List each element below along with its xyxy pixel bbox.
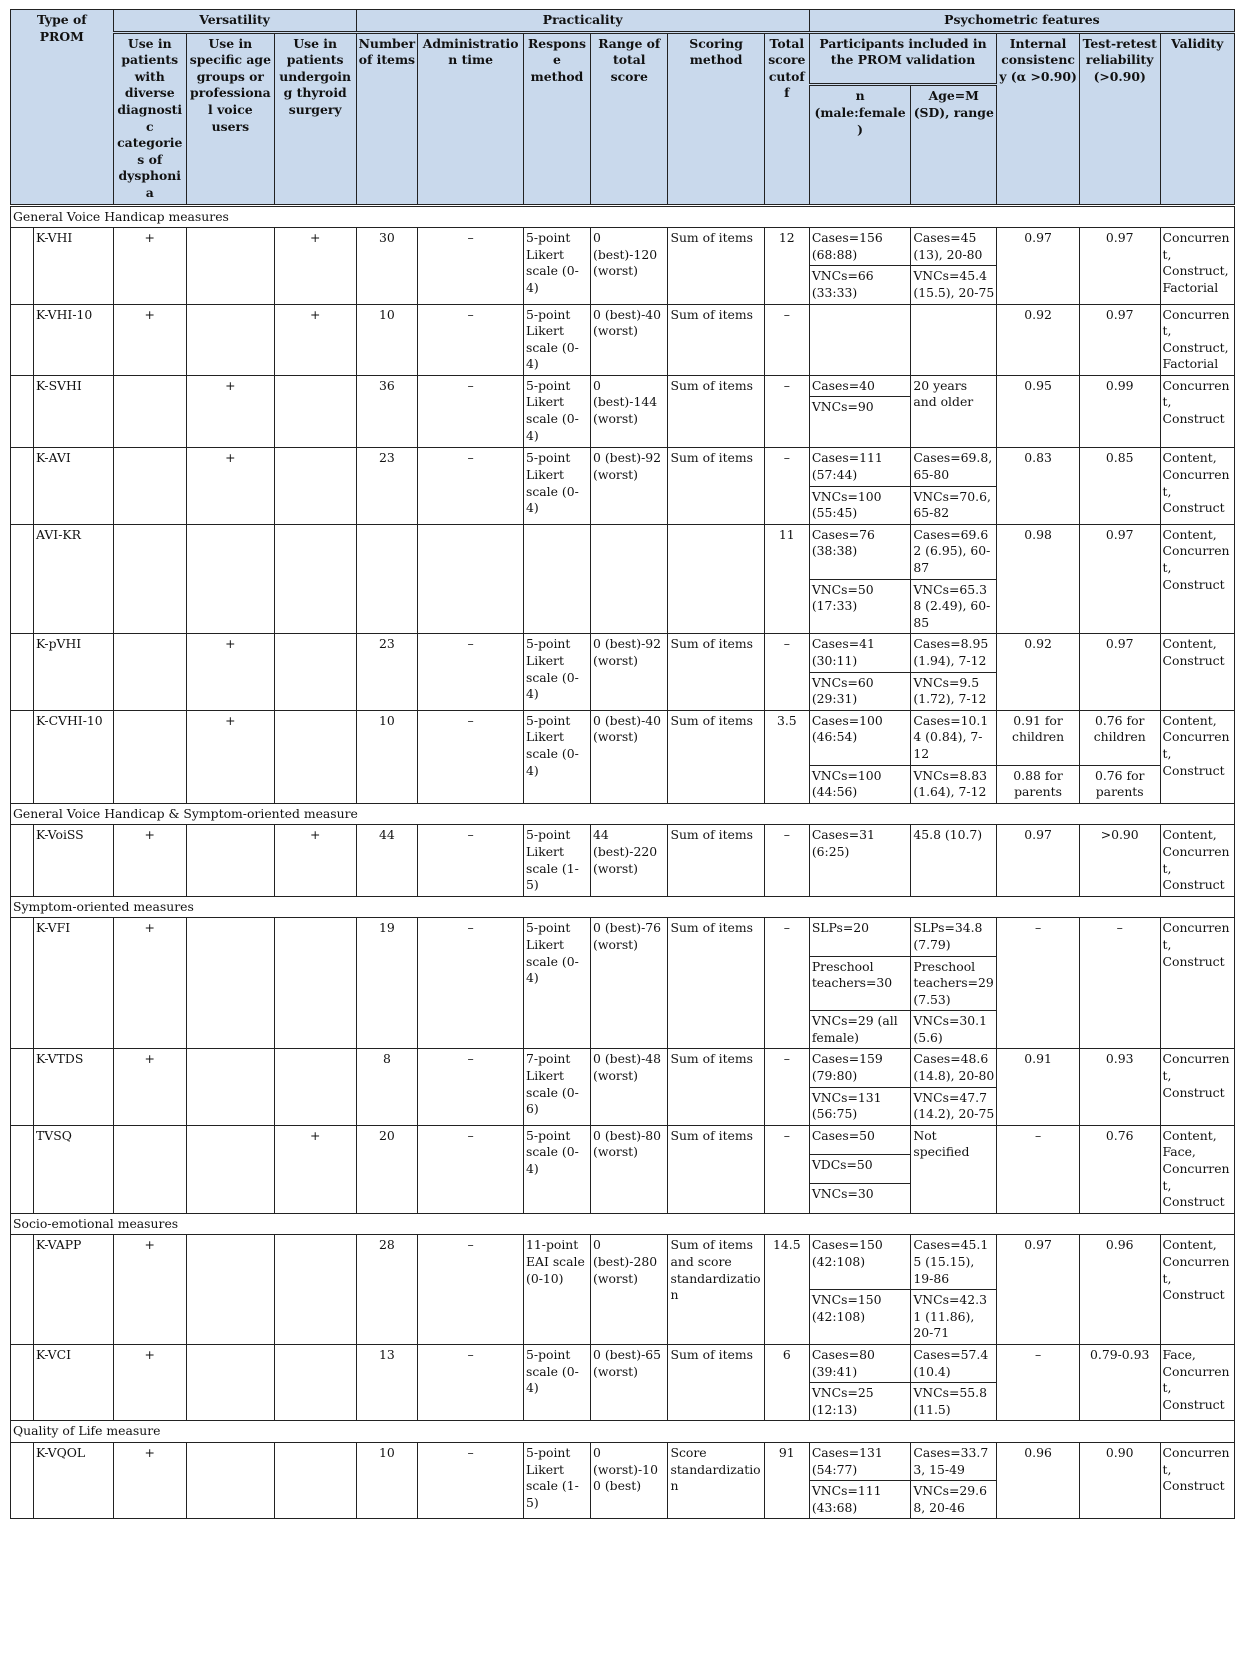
cell-age: SLPs=34.8 (7.79) <box>911 918 997 956</box>
cell-cutoff: 6 <box>764 1344 809 1420</box>
cell-diverse: + <box>113 825 186 896</box>
cell-scoring: Sum of items <box>668 228 764 304</box>
col-internal: Internal consistency (α >0.90) <box>997 32 1080 205</box>
cell-thyroid <box>274 1344 356 1420</box>
col-admin: Administration time <box>418 32 524 205</box>
table-row <box>11 304 1235 375</box>
table-row <box>11 375 1235 397</box>
cell-n: Cases=131 (54:77) <box>809 1442 911 1480</box>
table-row <box>11 918 1235 956</box>
cell-range: 0 (best)-120 (worst) <box>591 228 668 304</box>
col-response: Response method <box>524 32 591 205</box>
table-row <box>11 228 1235 266</box>
cell-diverse: + <box>113 1235 186 1345</box>
cell-range: 0 (best)-280 (worst) <box>591 1235 668 1345</box>
prom-name: K-VHI <box>34 228 114 304</box>
cell-n: VNCs=60 (29:31) <box>809 672 911 710</box>
cell-items <box>356 524 418 634</box>
cell-response: 5-point scale (0-4) <box>524 1344 591 1420</box>
table-row <box>11 634 1235 672</box>
cell-specific <box>186 1125 274 1213</box>
cell-items: 8 <box>356 1049 418 1125</box>
cell-items: 36 <box>356 375 418 448</box>
cell-validity: Concurrent, Construct <box>1160 1049 1234 1125</box>
cell-admin <box>418 524 524 634</box>
cell-scoring: Sum of items <box>668 634 764 710</box>
col-items: Number of items <box>356 32 418 205</box>
cell-n: VNCs=150 (42:108) <box>809 1290 911 1345</box>
cell-scoring: Sum of items <box>668 918 764 1049</box>
cell-cutoff: 91 <box>764 1442 809 1518</box>
cell-validity: Concurrent, Construct, Factorial <box>1160 304 1234 375</box>
cell-internal: 0.98 <box>997 524 1080 634</box>
table-row <box>11 1442 1235 1480</box>
cell-specific <box>186 1442 274 1518</box>
col-diverse: Use in patients with diverse diagnostic categories of dysphonia <box>113 32 186 205</box>
cell-age: Cases=45.15 (15.15), 19-86 <box>911 1235 997 1290</box>
cell-items: 30 <box>356 228 418 304</box>
cell-range: 0 (best)-40 (worst) <box>591 304 668 375</box>
cell-diverse: + <box>113 228 186 304</box>
cell-retest: 0.97 <box>1079 304 1160 375</box>
cell-diverse <box>113 375 186 448</box>
cell-response: 5-point Likert scale (0-4) <box>524 375 591 448</box>
cell-items: 20 <box>356 1125 418 1213</box>
cell-scoring: Sum of items <box>668 825 764 896</box>
cell-validity: Face, Concurrent, Construct <box>1160 1344 1234 1420</box>
cell-scoring: Score standardization <box>668 1442 764 1518</box>
cell-retest: – <box>1079 918 1160 1049</box>
prom-name: K-CVHI-10 <box>34 710 114 803</box>
cell-admin: – <box>418 710 524 803</box>
cell-items: 44 <box>356 825 418 896</box>
cell-n: Cases=80 (39:41) <box>809 1344 911 1382</box>
cell-n: Cases=111 (57:44) <box>809 448 911 486</box>
cell-response: 5-point Likert scale (0-4) <box>524 918 591 1049</box>
cell-diverse <box>113 1125 186 1213</box>
cell-validity: Concurrent, Construct <box>1160 1442 1234 1518</box>
table-body <box>11 205 1235 1519</box>
cell-specific <box>186 304 274 375</box>
cell-validity: Content, Concurrent, Construct <box>1160 1235 1234 1345</box>
cell-n: Cases=159 (79:80) <box>809 1049 911 1087</box>
cell-thyroid <box>274 1442 356 1518</box>
cell-range: 0 (best)-65 (worst) <box>591 1344 668 1420</box>
cell-admin: – <box>418 228 524 304</box>
cell-validity: Content, Construct <box>1160 634 1234 710</box>
cell-scoring: Sum of items <box>668 448 764 524</box>
cell-retest: 0.76 <box>1079 1125 1160 1213</box>
cell-internal: 0.97 <box>997 228 1080 304</box>
cell-scoring: Sum of items <box>668 1125 764 1213</box>
cell-range: 0 (best)-80 (worst) <box>591 1125 668 1213</box>
prom-name: K-VHI-10 <box>34 304 114 375</box>
group-practicality: Practicality <box>356 10 809 33</box>
cell-validity: Content, Concurrent, Construct <box>1160 710 1234 803</box>
cell-n: Cases=156 (68:88) <box>809 228 911 266</box>
col-specific: Use in specific age groups or professional voice users <box>186 32 274 205</box>
cell-internal: 0.83 <box>997 448 1080 524</box>
cell-admin: – <box>418 1049 524 1125</box>
cell-items: 10 <box>356 710 418 803</box>
cell-diverse <box>113 524 186 634</box>
section-symptom: Symptom-oriented measures <box>11 896 1235 918</box>
cell-response: 5-point Likert scale (0-4) <box>524 304 591 375</box>
cell-specific <box>186 918 274 1049</box>
group-versatility: Versatility <box>113 10 356 33</box>
cell-range: 0 (best)-40 (worst) <box>591 710 668 803</box>
cell-validity: Content, Face, Concurrent, Construct <box>1160 1125 1234 1213</box>
cell-specific: + <box>186 448 274 524</box>
cell-diverse: + <box>113 1049 186 1125</box>
cell-n: Cases=31 (6:25) <box>809 825 911 896</box>
cell-age: Cases=69.8, 65-80 <box>911 448 997 486</box>
cell-response: 5-point Likert scale (0-4) <box>524 228 591 304</box>
cell-admin: – <box>418 918 524 1049</box>
cell-thyroid <box>274 448 356 524</box>
cell-n: Cases=150 (42:108) <box>809 1235 911 1290</box>
prom-name: K-VCI <box>34 1344 114 1420</box>
prom-name: AVI-KR <box>34 524 114 634</box>
cell-cutoff: 14.5 <box>764 1235 809 1345</box>
cell-response: 5-point Likert scale (0-4) <box>524 448 591 524</box>
cell-response: 11-point EAI scale (0-10) <box>524 1235 591 1345</box>
cell-retest: 0.76 for parents <box>1079 765 1160 803</box>
cell-age: VNCs=29.68, 20-46 <box>911 1481 997 1519</box>
cell-age: Cases=69.62 (6.95), 60-87 <box>911 524 997 579</box>
col-range: Range of total score <box>591 32 668 205</box>
cell-range: 44 (best)-220 (worst) <box>591 825 668 896</box>
cell-n: Cases=41 (30:11) <box>809 634 911 672</box>
cell-thyroid: + <box>274 304 356 375</box>
cell-specific: + <box>186 710 274 803</box>
cell-cutoff: – <box>764 1049 809 1125</box>
cell-internal: – <box>997 1125 1080 1213</box>
cell-thyroid <box>274 1049 356 1125</box>
cell-cutoff: 12 <box>764 228 809 304</box>
table-row <box>11 710 1235 765</box>
cell-items: 10 <box>356 1442 418 1518</box>
prom-name: K-VFI <box>34 918 114 1049</box>
cell-n: VDCs=50 <box>809 1155 911 1184</box>
cell-internal: 0.97 <box>997 825 1080 896</box>
cell-internal: 0.96 <box>997 1442 1080 1518</box>
cell-specific <box>186 1344 274 1420</box>
cell-scoring: Sum of items <box>668 1344 764 1420</box>
cell-thyroid <box>274 524 356 634</box>
cell-range: 0 (best)-144 (worst) <box>591 375 668 448</box>
cell-scoring: Sum of items <box>668 375 764 448</box>
cell-n: Cases=40 <box>809 375 911 397</box>
table-row <box>11 448 1235 486</box>
cell-range: 0 (best)-48 (worst) <box>591 1049 668 1125</box>
section-general: General Voice Handicap measures <box>11 205 1235 228</box>
cell-items: 23 <box>356 448 418 524</box>
cell-response: 5-point scale (0-4) <box>524 1125 591 1213</box>
table-row <box>11 524 1235 579</box>
prom-name: TVSQ <box>34 1125 114 1213</box>
cell-age: VNCs=70.6, 65-82 <box>911 486 997 524</box>
cell-specific <box>186 825 274 896</box>
cell-n: VNCs=100 (44:56) <box>809 765 911 803</box>
cell-validity: Content, Concurrent, Construct <box>1160 524 1234 634</box>
cell-internal: 0.91 <box>997 1049 1080 1125</box>
cell-retest: 0.97 <box>1079 524 1160 634</box>
cell-diverse: + <box>113 304 186 375</box>
cell-n: VNCs=30 <box>809 1184 911 1213</box>
cell-specific <box>186 228 274 304</box>
cell-n: VNCs=50 (17:33) <box>809 579 911 634</box>
cell-n: VNCs=111 (43:68) <box>809 1481 911 1519</box>
cell-n: SLPs=20 <box>809 918 911 956</box>
prom-name: K-VQOL <box>34 1442 114 1518</box>
cell-retest: 0.97 <box>1079 228 1160 304</box>
table-header <box>11 10 1235 206</box>
table-row <box>11 1125 1235 1154</box>
col-retest: Test-retest reliability (>0.90) <box>1079 32 1160 205</box>
cell-thyroid <box>274 918 356 1049</box>
cell-admin: – <box>418 825 524 896</box>
cell-age: 45.8 (10.7) <box>911 825 997 896</box>
cell-retest: >0.90 <box>1079 825 1160 896</box>
cell-age: VNCs=65.38 (2.49), 60-85 <box>911 579 997 634</box>
section-row <box>11 205 1235 228</box>
cell-retest: 0.76 for children <box>1079 710 1160 765</box>
cell-response: 5-point Likert scale (0-4) <box>524 710 591 803</box>
col-scoring: Scoring method <box>668 32 764 205</box>
cell-cutoff: 3.5 <box>764 710 809 803</box>
cell-age: VNCs=8.83 (1.64), 7-12 <box>911 765 997 803</box>
cell-thyroid: + <box>274 825 356 896</box>
cell-admin: – <box>418 1344 524 1420</box>
cell-admin: – <box>418 1442 524 1518</box>
cell-response: 5-point Likert scale (0-4) <box>524 634 591 710</box>
section-row <box>11 896 1235 918</box>
cell-age: Not specified <box>911 1125 997 1213</box>
cell-thyroid: + <box>274 1125 356 1213</box>
table-row <box>11 1235 1235 1290</box>
cell-response: 5-point Likert scale (1-5) <box>524 1442 591 1518</box>
cell-admin: – <box>418 634 524 710</box>
cell-specific: + <box>186 634 274 710</box>
cell-age: Cases=45 (13), 20-80 <box>911 228 997 266</box>
cell-retest: 0.97 <box>1079 634 1160 710</box>
section-row <box>11 1421 1235 1443</box>
section-row <box>11 1213 1235 1235</box>
cell-age: VNCs=47.7 (14.2), 20-75 <box>911 1087 997 1125</box>
prom-table <box>10 9 1235 1519</box>
cell-scoring: Sum of items <box>668 304 764 375</box>
cell-specific <box>186 1049 274 1125</box>
cell-range: 0 (best)-92 (worst) <box>591 448 668 524</box>
group-psychometric: Psychometric features <box>809 10 1234 33</box>
cell-age: VNCs=9.5 (1.72), 7-12 <box>911 672 997 710</box>
cell-diverse <box>113 710 186 803</box>
cell-specific <box>186 524 274 634</box>
cell-cutoff: – <box>764 1125 809 1213</box>
cell-cutoff: – <box>764 375 809 448</box>
section-socio: Socio-emotional measures <box>11 1213 1235 1235</box>
cell-diverse: + <box>113 1442 186 1518</box>
cell-internal: – <box>997 918 1080 1049</box>
col-age: Age=M (SD), range <box>911 85 997 205</box>
cell-age <box>911 304 997 375</box>
cell-admin: – <box>418 1125 524 1213</box>
prom-name: K-VTDS <box>34 1049 114 1125</box>
cell-scoring: Sum of items <box>668 710 764 803</box>
cell-range: 0 (best)-92 (worst) <box>591 634 668 710</box>
prom-name: K-AVI <box>34 448 114 524</box>
cell-n: VNCs=100 (55:45) <box>809 486 911 524</box>
prom-name: K-pVHI <box>34 634 114 710</box>
section-row <box>11 803 1235 825</box>
cell-n: Cases=50 <box>809 1125 911 1154</box>
col-type: Type of PROM <box>11 10 114 206</box>
cell-n <box>809 304 911 375</box>
cell-age: Cases=8.95 (1.94), 7-12 <box>911 634 997 672</box>
cell-age: VNCs=45.4 (15.5), 20-75 <box>911 266 997 304</box>
cell-n: Cases=76 (38:38) <box>809 524 911 579</box>
cell-cutoff: – <box>764 304 809 375</box>
cell-retest: 0.79-0.93 <box>1079 1344 1160 1420</box>
cell-scoring: Sum of items <box>668 1049 764 1125</box>
prom-name: K-VAPP <box>34 1235 114 1345</box>
cell-thyroid: + <box>274 228 356 304</box>
col-validity: Validity <box>1160 32 1234 205</box>
cell-validity: Concurrent, Construct <box>1160 375 1234 448</box>
cell-age: 20 years and older <box>911 375 997 448</box>
cell-specific: + <box>186 375 274 448</box>
section-general-symptom: General Voice Handicap & Symptom-oriented measure <box>11 803 1235 825</box>
cell-cutoff: – <box>764 634 809 710</box>
cell-age: Preschool teachers=29 (7.53) <box>911 956 997 1011</box>
cell-validity: Content, Concurrent, Construct <box>1160 825 1234 896</box>
cell-cutoff: – <box>764 918 809 1049</box>
cell-response <box>524 524 591 634</box>
cell-internal: 0.97 <box>997 1235 1080 1345</box>
cell-admin: – <box>418 375 524 448</box>
cell-internal: 0.88 for parents <box>997 765 1080 803</box>
col-cutoff: Total score cutoff <box>764 32 809 205</box>
cell-admin: – <box>418 304 524 375</box>
cell-cutoff: – <box>764 448 809 524</box>
cell-cutoff: 11 <box>764 524 809 634</box>
cell-validity: Concurrent, Construct <box>1160 918 1234 1049</box>
cell-retest: 0.85 <box>1079 448 1160 524</box>
cell-specific <box>186 1235 274 1345</box>
cell-retest: 0.90 <box>1079 1442 1160 1518</box>
cell-range: 0 (worst)-100 (best) <box>591 1442 668 1518</box>
cell-internal: 0.92 <box>997 634 1080 710</box>
cell-thyroid <box>274 634 356 710</box>
cell-items: 13 <box>356 1344 418 1420</box>
cell-age: VNCs=30.1 (5.6) <box>911 1011 997 1049</box>
cell-n: VNCs=66 (33:33) <box>809 266 911 304</box>
cell-validity: Content, Concurrent, Construct <box>1160 448 1234 524</box>
table-row <box>11 825 1235 896</box>
table-row <box>11 1049 1235 1087</box>
cell-items: 10 <box>356 304 418 375</box>
cell-n: VNCs=25 (12:13) <box>809 1383 911 1421</box>
cell-items: 23 <box>356 634 418 710</box>
cell-thyroid <box>274 375 356 448</box>
table-row <box>11 1344 1235 1382</box>
cell-range <box>591 524 668 634</box>
cell-age: VNCs=42.31 (11.86), 20-71 <box>911 1290 997 1345</box>
cell-age: Cases=10.14 (0.84), 7-12 <box>911 710 997 765</box>
cell-diverse <box>113 448 186 524</box>
cell-scoring: Sum of items and score standardization <box>668 1235 764 1345</box>
group-participants: Participants included in the PROM validation <box>809 32 996 85</box>
cell-n: VNCs=131 (56:75) <box>809 1087 911 1125</box>
cell-cutoff: – <box>764 825 809 896</box>
cell-items: 28 <box>356 1235 418 1345</box>
cell-admin: – <box>418 448 524 524</box>
col-n: n (male:female) <box>809 85 911 205</box>
cell-internal: 0.95 <box>997 375 1080 448</box>
cell-age: Cases=57.4 (10.4) <box>911 1344 997 1382</box>
cell-age: Cases=48.6 (14.8), 20-80 <box>911 1049 997 1087</box>
section-qol: Quality of Life measure <box>11 1421 1235 1443</box>
cell-admin: – <box>418 1235 524 1345</box>
cell-internal: 0.92 <box>997 304 1080 375</box>
prom-name: K-SVHI <box>34 375 114 448</box>
cell-internal: 0.91 for children <box>997 710 1080 765</box>
cell-retest: 0.93 <box>1079 1049 1160 1125</box>
cell-response: 5-point Likert scale (1-5) <box>524 825 591 896</box>
cell-validity: Concurrent, Construct, Factorial <box>1160 228 1234 304</box>
cell-diverse: + <box>113 1344 186 1420</box>
cell-thyroid <box>274 1235 356 1345</box>
cell-retest: 0.96 <box>1079 1235 1160 1345</box>
cell-retest: 0.99 <box>1079 375 1160 448</box>
cell-items: 19 <box>356 918 418 1049</box>
cell-internal: – <box>997 1344 1080 1420</box>
cell-response: 7-point Likert scale (0-6) <box>524 1049 591 1125</box>
cell-scoring <box>668 524 764 634</box>
cell-n: Cases=100 (46:54) <box>809 710 911 765</box>
cell-n: Preschool teachers=30 <box>809 956 911 1011</box>
cell-range: 0 (best)-76 (worst) <box>591 918 668 1049</box>
cell-diverse <box>113 634 186 710</box>
cell-thyroid <box>274 710 356 803</box>
cell-age: VNCs=55.8 (11.5) <box>911 1383 997 1421</box>
col-thyroid: Use in patients undergoing thyroid surgery <box>274 32 356 205</box>
cell-n: VNCs=29 (all female) <box>809 1011 911 1049</box>
cell-diverse: + <box>113 918 186 1049</box>
prom-name: K-VoiSS <box>34 825 114 896</box>
cell-n: VNCs=90 <box>809 397 911 448</box>
cell-age: Cases=33.73, 15-49 <box>911 1442 997 1480</box>
